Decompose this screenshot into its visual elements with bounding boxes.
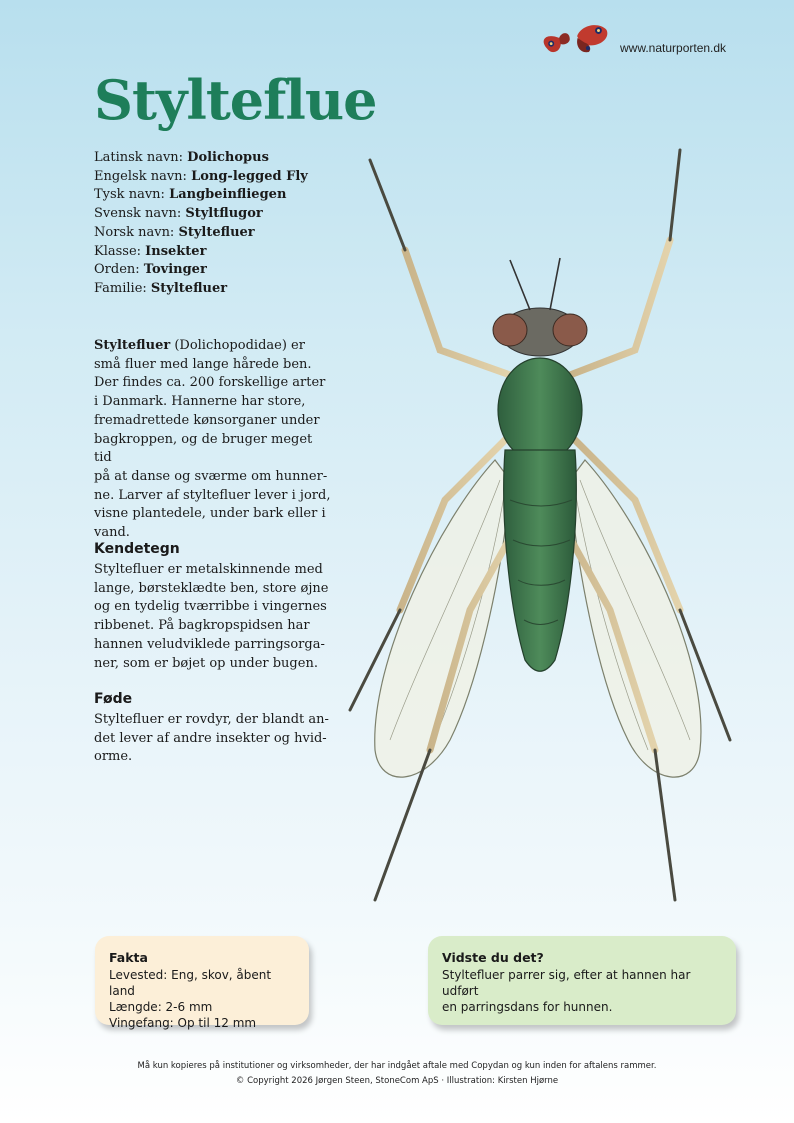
name-row: [94, 261, 308, 280]
name-value: Styltefluer: [150, 280, 228, 296]
footer-copy-notice: Må kun kopieres på institutioner og virksomheder, der har indgået aftale med Copydan og kun inden for aftalens rammer.: [137, 1061, 657, 1071]
name-label: Klasse:: [94, 243, 146, 259]
intro-line: ne. Larver af styltefluer lever i jord,: [94, 487, 331, 503]
names-list: [94, 149, 308, 299]
intro-line: i Danmark. Hannerne har store,: [94, 394, 306, 410]
name-value: Insekter: [145, 243, 207, 259]
fode-heading: Føde: [94, 691, 133, 707]
kendetegn-paragraph: [94, 561, 334, 673]
name-label: Norsk navn:: [94, 224, 179, 240]
name-row: [94, 168, 308, 187]
kendetegn-line: Styltefluer er metalskinnende med: [94, 562, 323, 577]
name-label: Engelsk navn:: [94, 168, 192, 184]
name-row: [94, 243, 308, 262]
fakta-heading: Fakta: [109, 950, 148, 965]
name-value: Styltefluer: [178, 224, 255, 240]
page-title: Stylteflue: [94, 68, 377, 132]
name-label: Svensk navn:: [94, 206, 186, 222]
name-value: Tovinger: [143, 262, 207, 278]
fode-line: det lever af andre insekter og hvid-: [94, 730, 327, 746]
name-value: Styltflugor: [185, 206, 263, 222]
name-value: Dolichopus: [187, 150, 269, 165]
intro-line: fremadrettede kønsorganer under: [94, 412, 320, 428]
fode-paragraph: [94, 711, 334, 767]
vidste-heading: Vidste du det?: [442, 950, 544, 965]
kendetegn-heading: Kendetegn: [94, 541, 180, 557]
intro-line: (Dolichopodidae) er: [170, 338, 305, 353]
intro-line: små fluer med lange hårede ben.: [94, 356, 312, 372]
name-row: [94, 280, 308, 299]
kendetegn-line: ribbenet. På bagkropspidsen har: [94, 618, 310, 634]
fakta-box: [95, 936, 309, 1030]
footer-copyright: © Copyright 2026 Jørgen Steen, StoneCom ApS · Illustration: Kirsten Hjørne: [235, 1076, 559, 1086]
intro-lead: Styltefluer: [94, 338, 171, 353]
fakta-line: Vingefang: Op til 12 mm: [109, 1016, 257, 1030]
name-label: Familie:: [94, 280, 151, 296]
intro-line: vand.: [94, 525, 130, 541]
name-label: Latinsk navn:: [94, 150, 188, 165]
butterfly-icon: [538, 20, 618, 60]
name-label: Tysk navn:: [94, 187, 170, 203]
intro-paragraph: [94, 337, 334, 543]
kendetegn-line: hannen veludviklede parringsorga-: [94, 636, 325, 652]
fakta-line: Levested: Eng, skov, åbent land: [109, 968, 272, 998]
vidste-line: en parringsdans for hunnen.: [442, 1000, 613, 1014]
fode-line: orme.: [94, 749, 133, 765]
intro-line: bagkroppen, og de bruger meget tid: [94, 431, 313, 466]
name-row: [94, 149, 308, 168]
name-row: [94, 224, 308, 243]
name-value: Long-legged Fly: [191, 168, 308, 184]
fly-illustration: [330, 140, 750, 920]
intro-line: på at danse og sværme om hunner-: [94, 468, 328, 484]
vidste-box: [428, 936, 736, 1025]
name-value: Langbeinfliegen: [169, 187, 287, 203]
kendetegn-line: lange, børsteklædte ben, store øjne: [94, 580, 329, 596]
name-row: [94, 205, 308, 224]
kendetegn-line: og en tydelig tværribbe i vingernes: [94, 599, 327, 615]
kendetegn-line: ner, som er bøjet op under bugen.: [94, 655, 318, 671]
vidste-line: Styltefluer parrer sig, efter at hannen har udført: [442, 968, 691, 998]
intro-line: Der findes ca. 200 forskellige arter: [94, 375, 326, 391]
fakta-line: Længde: 2-6 mm: [109, 1000, 213, 1014]
fode-line: Styltefluer er rovdyr, der blandt an-: [94, 712, 329, 727]
site-url-link[interactable]: www.naturporten.dk: [620, 41, 727, 55]
name-label: Orden:: [94, 262, 144, 278]
intro-line: visne plantedele, under bark eller i: [94, 506, 326, 522]
name-row: [94, 186, 308, 205]
